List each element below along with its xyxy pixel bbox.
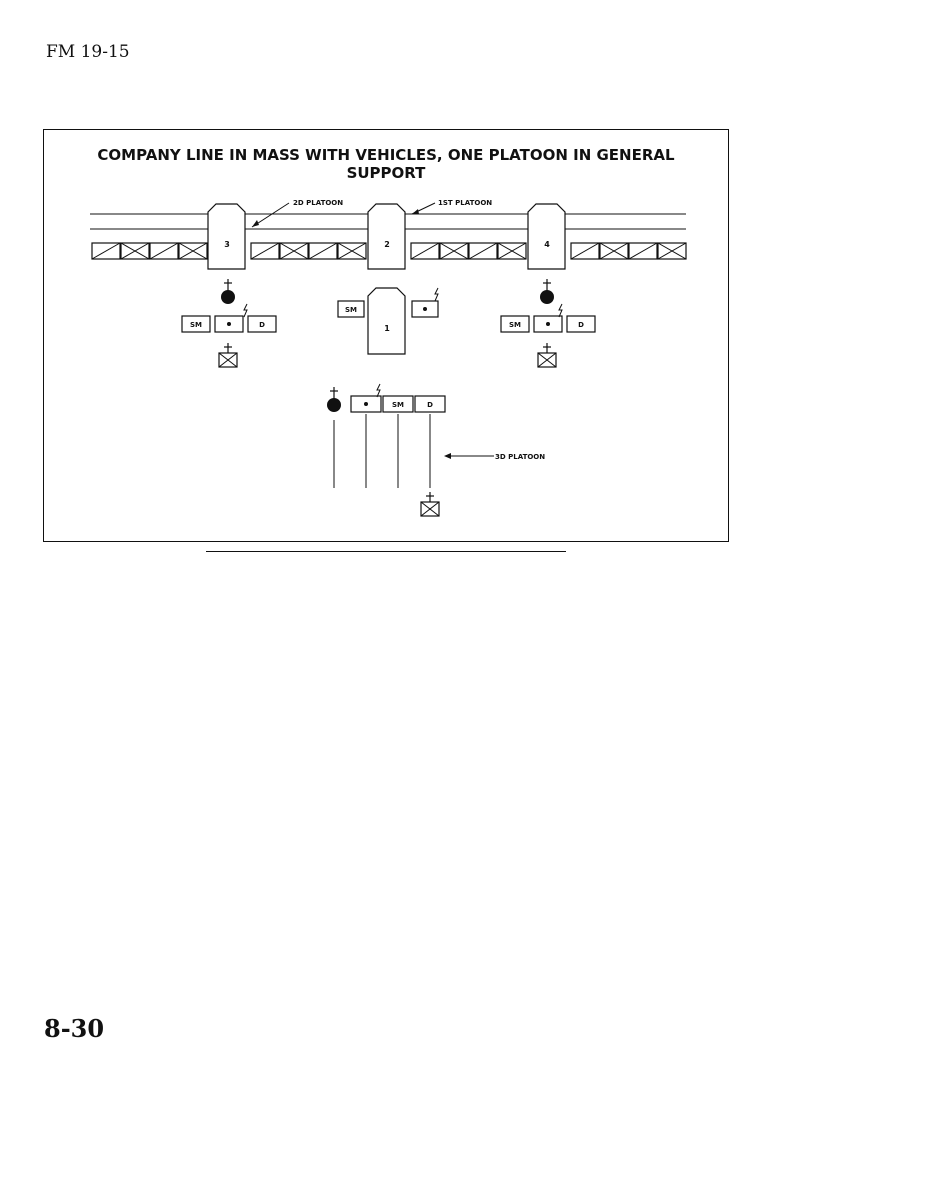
sm-box-right: SM [508,321,522,329]
sm-box-left: SM [189,321,203,329]
flash-icon-left [244,304,247,317]
platoon-number-2: 2 [384,240,390,249]
casualty-marker-bottom [421,492,439,516]
platoon-number-1: 1 [384,324,390,333]
formation-diagram [44,130,730,543]
sm-box-center: SM [344,306,358,314]
label-3d-platoon: 3D PLATOON [495,453,546,461]
page-number: 8-30 [44,1014,105,1043]
vehicle-row-left [92,243,207,259]
vehicle-row-right [571,243,686,259]
chaplain-marker-bottom [327,387,341,412]
figure-title-line-2: SUPPORT [346,164,426,182]
d-box-bottom: D [427,401,433,409]
casualty-marker-right [538,343,556,367]
label-1st-platoon [412,199,492,214]
d-box-right: D [578,321,584,329]
figure-underline [206,551,566,552]
page-header: FM 19-15 [46,42,130,62]
platoon-block-2 [368,204,405,269]
platoon-number-3: 3 [224,240,230,249]
chaplain-marker-left [221,279,235,304]
casualty-marker-left [219,343,237,367]
platoon-number-4: 4 [544,240,550,249]
platoon-block-1 [338,288,438,354]
flash-icon-bottom [377,384,380,397]
sm-box-bottom: SM [391,401,405,409]
vehicle-row-mid-left [251,243,366,259]
flash-icon-right [559,304,562,317]
support-group-right [501,279,595,367]
figure-title-line-1: COMPANY LINE IN MASS WITH VEHICLES, ONE PLATOON IN GENERAL [97,146,675,164]
svg-text:2D PLATOON: 2D PLATOON [293,199,344,207]
platoon-block-3 [208,204,245,269]
platoon-block-4 [528,204,565,269]
figure-frame [43,129,729,542]
chaplain-marker-right [540,279,554,304]
vehicle-row-mid-right [411,243,526,259]
support-group-left [182,279,276,367]
d-box-left: D [259,321,265,329]
support-group-3d-platoon [327,384,545,516]
label-2d-platoon [252,199,343,227]
flash-icon-center [435,288,438,301]
svg-text:1ST PLATOON: 1ST PLATOON [438,199,493,207]
